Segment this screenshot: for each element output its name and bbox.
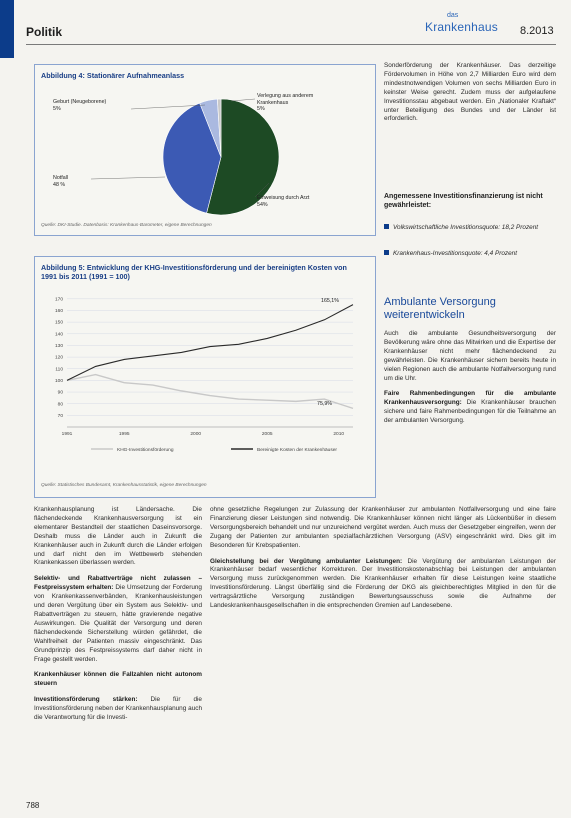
ambulant-text — [384, 330, 556, 433]
series-line-1 — [67, 305, 353, 381]
ambulant-p2-body: Die Krankenhäuser brauchen sichere und faire Rahmenbedingungen für die Teilnahme an der ambulanten Versorgung. — [384, 399, 556, 425]
left-p2-title: Selektiv- und Rabattverträge nicht zulassen – Festpreissystem erhalten: — [34, 575, 202, 592]
x-tick-label-1: 1995 — [118, 432, 130, 437]
x-tick-label-2: 2000 — [190, 432, 202, 437]
section-title: Politik — [26, 25, 63, 39]
label-birth-pct: 5% — [53, 105, 61, 112]
y-tick-label-4: 110 — [55, 367, 63, 373]
bullet-2-text: Krankenhaus-Investitionsquote: 4,4 Prozent — [393, 250, 517, 257]
legend-label-1: Bereinigte Kosten der Krankenhäuser — [257, 447, 337, 453]
ambulant-p2-title: Faire Rahmenbedingungen für die ambulante Krankenhausversorgung: — [384, 390, 556, 407]
y-tick-label-6: 130 — [54, 344, 63, 350]
label-birth-text: Geburt (Neugeborene) — [53, 99, 107, 105]
x-tick-label-3: 2005 — [261, 432, 273, 437]
bullet-1-marker — [384, 224, 389, 229]
right-paragraph-1: ohne gesetzliche Regelungen zur Zulassung der Krankenhäuser zur ambulanten Notfallversorgung und eine faire Finanzierung dieser Leistungen sind notwendig. Die Krankenhäuser können nicht länger als Lückenbüßer in diesem Versorgungsbereich behandelt und nur unzureichend vergütet werden. Auch muss der Gesetzgeber eingreifen, wenn der Zugang der Patienten zur ambulanten spezialfachärztlichen Versorgung (ASV) eingeschränkt wird. Dies gilt im Besonderen für Krebspatienten. — [210, 506, 556, 549]
right-top-paragraph: Sonderförderung der Krankenhäuser. Das derzeitige Fördervolumen in Höhe von 2,7 Milliarden Euro wird dem mindestnotwendigen Volumen von sechs Milliarden Euro in keinster Weise gerecht. Zudem muss der aufgelaufene Investitionsstau abgebaut werden. Ein „Nationaler Kraftakt“ unter Beteiligung des Bundes und der Länder ist erforderlich. — [384, 62, 556, 123]
right-paragraph-2 — [210, 558, 556, 611]
y-tick-label-9: 160 — [54, 309, 63, 315]
label-birth — [53, 99, 106, 112]
series-line-0 — [67, 375, 353, 409]
figure-5-source: Quelle: Statistisches Bundesamt, Krankenhausstatistik, eigene Berechnungen — [41, 483, 207, 488]
bullet-2 — [384, 250, 556, 259]
left-p3-title: Krankenhäuser können die Fallzahlen nicht autonom steuern — [34, 671, 202, 688]
figure-5-title: Abbildung 5: Entwicklung der KHG-Investitionsförderung und der bereinigten Kosten von 1991 bis 2011 (1991 = 100) — [41, 263, 347, 281]
left-paragraph-4 — [34, 696, 202, 723]
x-tick-label-0: 1991 — [61, 432, 73, 437]
page-number: 788 — [26, 801, 40, 810]
logo-main: Krankenhaus — [425, 20, 498, 34]
y-tick-label-8: 150 — [54, 320, 63, 326]
left-p2-body: Die Umsetzung der Forderung von Krankenkassenverbänden, Krankenhausleistungen und deren Vergütung über ein System aus Selektiv- und Rabattverträgen zu steuern, hätte gravierende negative Auswirkungen. Die Qualität der Versorgung und deren flächendeckende Sicherstellung würden gefährdet, die Wahlfreiheit der Patienten massiv eingeschränkt. Das Grundprinzip des Festpreissystems darf daher nicht in Frage gestellt werden. — [34, 584, 202, 663]
left-p4-title: Investitionsförderung stärken: — [34, 696, 138, 704]
invest-box-title: Angemessene Investitionsfinanzierung ist nicht gewährleistet: — [384, 193, 543, 209]
left-p4-body: Die für die Investitionsförderung neben der Krankenhausplanung auch die Verantwortung für die Investi- — [34, 696, 202, 722]
y-tick-label-3: 100 — [54, 378, 63, 384]
magazine-logo — [425, 12, 515, 34]
ambulant-paragraph-2 — [384, 390, 556, 426]
right-p2-body: Die Vergütung der ambulanten Leistungen der Krankenhäuser bedarf wesentlicher Korrekturen. Der Investitionskostenabschlag bei Leistungen der ambulanten Versorgung muss zurückgenommen werden. Die Krankenhäuser erhalten für diese Leistungen keine staatliche Investitionsförderung. Längst überfällig sind die Förderung der DKG als gleichberechtigtes Mitglied in den für die vertragsärztliche Versorgung zuständigen Bewertungsausschuss sowie die Aufnahme der Landeskrankenhausgesellschaften in die entsprechenden Gremien auf Landesebene. — [210, 557, 556, 610]
y-tick-label-10: 170 — [54, 297, 63, 303]
y-tick-label-1: 80 — [57, 402, 63, 408]
label-emergency-text: Notfall — [53, 175, 69, 181]
figure-5-box — [34, 256, 376, 498]
left-paragraph-3 — [34, 671, 202, 689]
ambulant-paragraph-1: Auch die ambulante Gesundheitsversorgung der Bevölkerung wäre ohne das Mitwirken und die Expertise der Krankenhäuser nicht mehr flächendeckend zu gewährleisten. Die Krankenhäuser sichern bereits heute in vielen Regionen auch die ambulante Notfallversorgung rund um die Uhr. — [384, 330, 556, 382]
label-referral — [257, 195, 347, 208]
label-transfer-pct: 5% — [257, 106, 265, 112]
y-tick-label-5: 120 — [54, 355, 63, 361]
figure-4-title: Abbildung 4: Stationärer Aufnahmeanlass — [41, 71, 185, 80]
right-column-text — [210, 506, 556, 618]
label-emergency — [53, 175, 68, 188]
figure-4-source: Quelle: DKI-Studie. Datenbasis: Krankenhaus-Barometer, eigene Berechnungen — [41, 223, 212, 228]
y-tick-label-7: 140 — [54, 332, 63, 338]
section-heading-ambulant: Ambulante Versorgung weiterentwickeln — [384, 296, 496, 321]
pie-leader-2 — [91, 177, 165, 179]
label-referral-text: Einweisung durch Arzt — [257, 195, 310, 201]
pie-leader-1 — [231, 99, 255, 101]
label-transfer — [257, 93, 337, 113]
line-chart — [35, 257, 375, 497]
y-tick-label-2: 90 — [57, 390, 63, 396]
right-p2-title: Gleichstellung bei der Vergütung ambulanter Leistungen: — [210, 557, 403, 565]
label-referral-pct: 54% — [257, 201, 268, 208]
bullet-1 — [384, 224, 556, 233]
bullet-1-text: Volkswirtschaftliche Investitionsquote: 18,2 Prozent — [393, 224, 539, 231]
bullet-2-marker — [384, 250, 389, 255]
annot-costs: 165,1% — [321, 298, 339, 304]
legend-label-0: KHG-Investitionsförderung — [117, 447, 174, 453]
header-rule — [26, 44, 556, 45]
left-paragraph-1: Krankenhausplanung ist Ländersache. Die flächendeckende Krankenhausversorgung ist ein elementarer Bestandteil der staatlichen Daseinsvorsorge. Deshalb muss die Länder auch in Zukunft die Krankenhäuser auch in Zukunft durch die Länder erfolgen und darf nicht den im Wettbewerb stehenden Krankenkassen überlassen werden. — [34, 506, 202, 567]
header-accent-bar — [0, 0, 14, 58]
y-tick-label-0: 70 — [57, 413, 63, 419]
x-tick-label-4: 2010 — [333, 432, 345, 437]
issue-number: 8.2013 — [520, 25, 554, 37]
logo-top: das — [447, 12, 459, 19]
right-top-text — [384, 62, 556, 131]
left-paragraph-2 — [34, 575, 202, 664]
left-column-text — [34, 506, 202, 730]
annot-invest: 75,9% — [317, 401, 333, 407]
label-transfer-text: Verlegung aus anderem Krankenhaus — [257, 93, 314, 106]
label-emergency-pct: 48 % — [53, 181, 66, 188]
figure-4-box — [34, 64, 376, 236]
pie-chart — [35, 65, 375, 235]
